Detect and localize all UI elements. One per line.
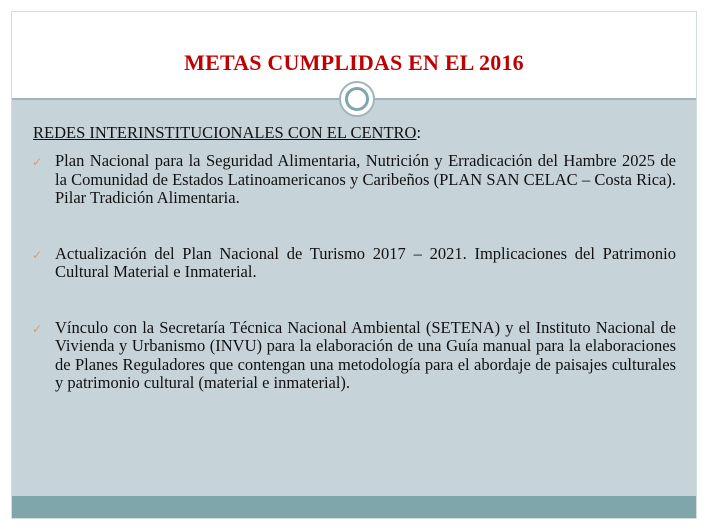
slide-title: METAS CUMPLIDAS EN EL 2016 [184,50,524,75]
circle-ornament-icon [339,81,375,117]
bullet-text: Actualización del Plan Nacional de Turismo 2017 – 2021. Implicaciones del Patrimonio Cultural Material e Inmaterial. [55,243,676,281]
section-heading [33,123,421,143]
bullet-text: Plan Nacional para la Seguridad Alimentaria, Nutrición y Erradicación del Hambre 2025 de la Comunidad de Estados Latinoamericanos y Caribeños (PLAN SAN CELAC – Costa Rica). Pilar Tradición Alimentaria. [55,151,676,207]
checkmark-icon: ✓ [32,155,43,169]
list-item [30,319,676,393]
section-heading-colon: : [416,123,422,142]
section-heading-text: REDES INTERINSTITUCIONALES CON EL CENTRO [33,123,417,142]
slide [11,11,697,519]
list-item [30,152,676,208]
list-item [30,245,676,282]
bullet-list [30,152,676,393]
bullet-text: Vínculo con la Secretaría Técnica Nacional Ambiental (SETENA) y el Instituto Nacional de Vivienda y Urbanismo (INVU) para la elaboración de una Guía manual para la elaboraciones de Planes Reguladores que contengan una metodología para el abordaje de paisajes culturales y patrimonio cultural (material e inmaterial). [55,317,676,392]
checkmark-icon: ✓ [32,321,43,336]
footer-bar [12,496,696,518]
checkmark-icon: ✓ [32,247,43,262]
